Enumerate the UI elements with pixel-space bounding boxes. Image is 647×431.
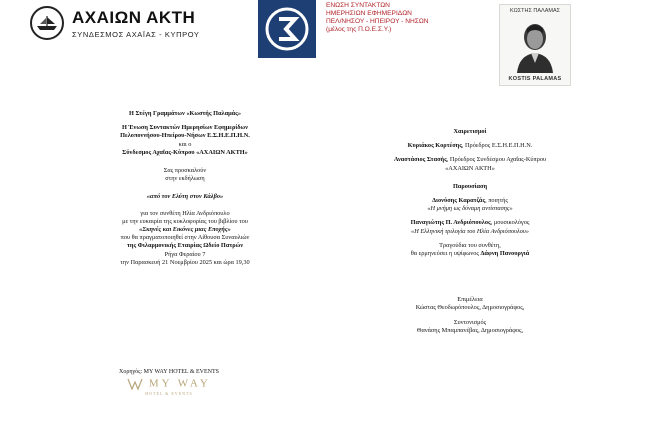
myway-emblem-icon <box>127 377 143 391</box>
esiepin-line: ΕΝΩΣΗ ΣΥΝΤΑΚΤΩΝ <box>326 2 390 9</box>
greeter-role-2: «ΑΧΑΙΩΝ ΑΚΤΗ» <box>445 164 495 172</box>
venue-intro: που θα πραγματοποιηθεί στην Αίθουσα Συναυλιών <box>120 234 250 242</box>
union-line: Πελοποννήσου-Ηπείρου-Νήσων Ε.Σ.Η.Ε.Π.Η.Ν. <box>120 132 250 140</box>
editor-entry <box>360 304 580 312</box>
coordination-heading: Συντονισμός <box>453 318 487 326</box>
invite-line: Σας προσκαλούν <box>163 167 207 175</box>
sponsor-block <box>104 369 234 396</box>
myway-logo-text: MY WAY <box>148 377 211 390</box>
palamas-portrait-icon <box>513 17 557 73</box>
palamas-top-label: ΚΩΣΤΗΣ ΠΑΛΑΜΑΣ <box>509 8 561 14</box>
presenter-name: Διονύσης Καρατζάς <box>432 197 486 205</box>
editor-role: , Δημοσιογράφος, <box>479 304 525 312</box>
venue-name: της Φιλαρμονικής Εταιρίας Ωδείο Πατρών <box>126 242 244 250</box>
esiepin-line: ΗΜΕΡΗΣΙΩΝ ΕΦΗΜΕΡΙΔΩΝ <box>326 10 412 17</box>
singer-intro: θα ερμηνεύσει η υψίφωνος <box>410 250 481 258</box>
presenter-entry <box>360 219 580 227</box>
singer-line <box>360 250 580 258</box>
achaion-subtitle: ΣΥΝΔΕΣΜΟΣ ΑΧΑΪΑΣ - ΚΥΠΡΟΥ <box>72 30 200 39</box>
esiepin-line: ΠΕΛ/ΝΗΣΟΥ - ΗΠΕΙΡΟΥ - ΝΗΣΩΝ <box>326 18 429 25</box>
and-line: και ο <box>178 140 192 148</box>
esiepin-emblem-icon <box>258 0 316 58</box>
presenter-name: Παναγιώτης Π. Ανδριόπουλος <box>410 219 491 227</box>
union-line: Η Ένωση Συντακτών Ημερησίων Εφημερίδων <box>122 124 248 132</box>
esiepin-line: (μέλος της Π.Ο.Ε.Σ.Υ.) <box>326 26 392 33</box>
achaion-akti-logo <box>30 6 230 42</box>
greeter-name: Κυριάκος Κορτέσης <box>407 142 462 150</box>
coordinator-entry <box>360 327 580 335</box>
editor-name: Κώστας Θεοδωρόπουλος <box>415 304 480 312</box>
association-line: Σύνδεσμος Αχαΐας-Κύπρου «ΑΧΑΙΩΝ ΑΚΤΗ» <box>122 148 248 156</box>
coordinator-role: , Δημοσιογράφος, <box>478 326 524 334</box>
sponsor-label: Χορηγός: MY WAY HOTEL & EVENTS <box>119 369 219 375</box>
presentation-heading: Παρουσίαση <box>452 182 488 190</box>
event-title: «από τον Ελύτη στον Κάλβο» <box>146 193 224 201</box>
editing-heading: Επιμέλεια <box>457 296 483 304</box>
esiepin-name <box>326 2 429 34</box>
greeting-entry <box>360 142 580 150</box>
invitation-left-column <box>80 110 290 267</box>
presenter-role: , μουσικολόγος <box>490 219 530 227</box>
composer-line: για τον συνθέτη Ηλία Ανδριόπουλο <box>140 209 230 217</box>
palamas-stamp <box>499 4 571 86</box>
coordinator-name: Θανάσης Μπαμπανέβας <box>416 326 479 334</box>
greeter-name: Αναστάσιος Στασής <box>393 156 447 164</box>
address: Ρήγα Φεραίου 7 <box>164 250 206 258</box>
myway-logo <box>104 377 234 391</box>
presenter-topic: «Η Ελληνική τριλογία του Ηλία Ανδριόπουλου» <box>411 227 529 235</box>
occasion-line: με την ευκαιρία της κυκλοφορίας του βιβλίου του <box>122 217 248 225</box>
singer-name: Δάφνη Πανουργιά <box>480 250 530 258</box>
invite-line: στην εκδήλωση <box>165 175 205 183</box>
presenter-topic: «Η μνήμη ως δύναμη αντίστασης» <box>427 205 513 213</box>
myway-tag: HOTEL & EVENTS <box>145 391 193 396</box>
presenter-entry <box>360 197 580 205</box>
greeting-entry <box>360 156 580 164</box>
greeter-role: , Πρόεδρος Συνδέσμου Αχαΐας-Κύπρου <box>446 156 547 164</box>
program-right-column <box>360 128 580 335</box>
greeter-role: , Πρόεδρος Ε.Σ.Η.Ε.Π.Η.Ν. <box>461 142 533 150</box>
host-line: Η Στέγη Γραμμάτων «Κωστής Παλαμάς» <box>129 110 241 117</box>
achaion-title: ΑΧΑΙΩΝ ΑΚΤΗ <box>72 8 196 27</box>
book-title: «Σκηνές και Εικόνες μιας Εποχής» <box>139 226 231 234</box>
palamas-bottom-label: KOSTIS PALAMAS <box>508 76 562 82</box>
ship-emblem-icon <box>30 6 64 40</box>
date-time: την Παρασκευή 21 Νοεμβρίου 2025 και ώρα 19,30 <box>120 258 250 266</box>
presenter-role: , ποιητής <box>485 197 508 205</box>
songs-line: Τραγούδια του συνθέτη, <box>439 241 501 249</box>
greetings-heading: Χαιρετισμοί <box>453 128 487 135</box>
esiepin-logo <box>258 0 316 58</box>
